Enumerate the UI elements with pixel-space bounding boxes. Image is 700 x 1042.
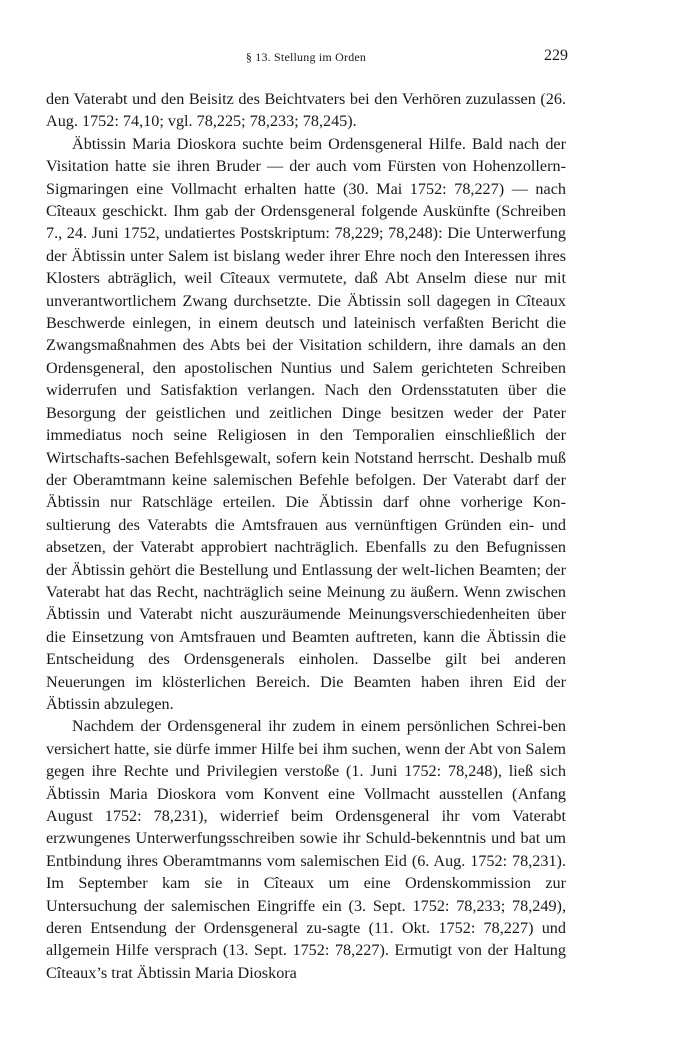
body-text: [46, 88, 566, 984]
page-number: 229: [544, 47, 568, 64]
running-head: [46, 47, 568, 70]
paragraph: Nachdem der Ordensgeneral ihr zudem in einem persönlichen Schrei-ben versichert hatte, sie dürfe immer Hilfe bei ihm suchen, wenn der Abt von Salem gegen ihre Rechte und Privilegien verstoße (1. Juni 1752: 78,248), ließ sich Äbtissin Maria Dioskora vom Konvent eine Vollmacht ausstellen (Anfang August 1752: 78,231), widerrief beim Ordensgeneral ihr vom Vaterabt erzwungenes Unterwerfungsschreiben sowie ihr Schuld-bekenntnis und bat um Entbindung ihres Oberamtmanns vom salemischen Eid (6. Aug. 1752: 78,231). Im September kam sie in Cîteaux um eine Ordenskommission zur Untersuchung der salemischen Eingriffe ein (3. Sept. 1752: 78,233; 78,249), deren Entsendung der Ordensgeneral zu-sagte (11. Okt. 1752: 78,227) und allgemein Hilfe versprach (13. Sept. 1752: 78,227). Ermutigt von der Haltung Cîteaux’s trat Äbtissin Maria Dioskora: [46, 717, 566, 982]
section-title: § 13. Stellung im Orden: [245, 50, 367, 64]
book-page: [46, 47, 568, 984]
paragraph: Äbtissin Maria Dioskora suchte beim Ordensgeneral Hilfe. Bald nach der Visitation hatte sie ihren Bruder — der auch vom Fürsten von Hohenzollern-Sigmaringen eine Vollmacht erhalten hatte (30. Mai 1752: 78,227) — nach Cîteaux geschickt. Ihm gab der Ordensgeneral folgende Auskünfte (Schreiben 7., 24. Juni 1752, undatiertes Postskriptum: 78,229; 78,248): Die Unterwerfung der Äbtissin unter Salem ist bislang weder ihrer Ehre noch den Interessen ihres Klosters abträglich, weil Cîteaux vermutete, daß Abt Anselm diese nur mit unverantwortlichem Zwang durchsetzte. Die Äbtissin soll dagegen in Cîteaux Beschwerde einlegen, in einem deutsch und lateinisch verfaßten Bericht die Zwangsmaßnahmen des Abts bei der Visitation schildern, ihre damals an den Ordensgeneral, den apostolischen Nuntius und Salem gerichteten Schreiben widerrufen und Satisfaktion verlangen. Nach den Ordensstatuten über die Besorgung der geistlichen und zeitlichen Dinge besitzen weder der Pater immediatus noch seine Religiosen in den Temporalien einschließlich der Wirtschafts-sachen Befehlsgewalt, sofern kein Notstand herrscht. Deshalb muß der Oberamtmann keine salemischen Befehle befolgen. Der Vaterabt darf der Äbtissin nur Ratschläge erteilen. Die Äbtissin darf ohne vorherige Kon-sultierung des Vaterabts die Amtsfrauen aus vernünftigen Gründen ein- und absetzen, der Vaterabt approbiert nachträglich. Ebenfalls zu den Befugnissen der Äbtissin gehört die Bestellung und Entlassung der welt-lichen Beamten; der Vaterabt hat das Recht, nachträglich seine Meinung zu äußern. Wenn zwischen Äbtissin und Vaterabt nicht auszuräumende Meinungsverschiedenheiten über die Einsetzung von Amtsfrauen und Beamten auftreten, kann die Äbtissin die Entscheidung des Ordensgenerals einholen. Dasselbe gilt bei anderen Neuerungen im klösterlichen Bereich. Die Beamten haben ihren Eid der Äbtissin abzulegen.: [46, 134, 566, 713]
paragraph-continued: den Vaterabt und den Beisitz des Beichtvaters bei den Verhören zuzulassen (26. Aug. 1752: 74,10; vgl. 78,225; 78,233; 78,245).: [46, 90, 566, 131]
